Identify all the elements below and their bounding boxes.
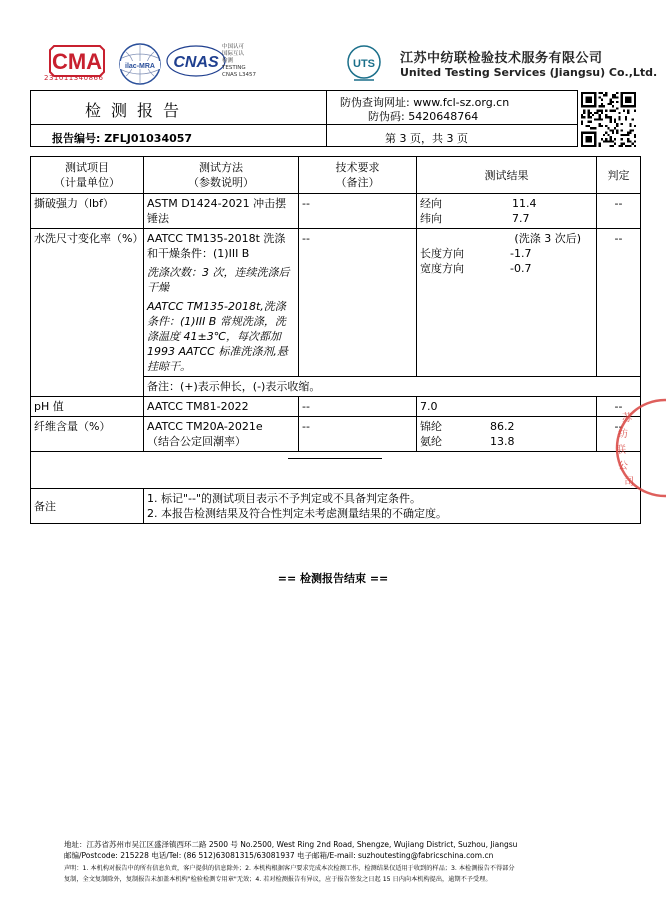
svg-text:ilac-MRA: ilac-MRA xyxy=(125,63,155,70)
table-row xyxy=(31,229,641,377)
svg-text:UTS: UTS xyxy=(353,58,375,70)
cnas-logo xyxy=(166,44,228,78)
table-row xyxy=(31,417,641,452)
report-end-marker: == 检测报告结束 == xyxy=(277,572,389,585)
cell-requirement: -- xyxy=(299,194,417,229)
cell-method: ASTM D1424-2021 冲击摆锤法 xyxy=(144,194,299,229)
notes-label: 备注 xyxy=(31,489,144,524)
notes-cell xyxy=(144,489,641,524)
footer-address: 地址：江苏省苏州市吴江区盛泽镇西环二路 2500 号 No.2500, West Ring 2nd Road, Shengze, Wujiang District, Suzhou, Jiangsu xyxy=(64,840,518,849)
cell-item: pH 值 xyxy=(31,397,144,417)
notes-row xyxy=(31,489,641,524)
header-judgement: 判定 xyxy=(597,157,641,194)
header-requirement: 技术要求 （备注） xyxy=(299,157,417,194)
table-row-blank xyxy=(31,452,641,489)
cell-method: AATCC TM20A-2021e （结合公定回潮率） xyxy=(144,417,299,452)
cell-method: AATCC TM135-2018t 洗涤和干燥条件：(1)III B 洗涤次数：3 次，连续洗涤后干燥 AATCC TM135-2018t,洗涤条件：(1)III B 常规洗涤，洗涤温度 41±3℃，每次都加 1993 AATCC 标准洗涤剂,悬挂晾干。 xyxy=(144,229,299,377)
cell-item: 水洗尺寸变化率（%） xyxy=(31,229,144,397)
anti-fake-code-line xyxy=(340,108,478,124)
report-title: 检测报告 xyxy=(85,101,190,120)
svg-text:CNAS: CNAS xyxy=(173,54,219,71)
cell-judgement: -- xyxy=(597,397,641,417)
cnas-line: 检测 xyxy=(222,58,234,64)
header-method: 测试方法 （参数说明） xyxy=(144,157,299,194)
cnas-line: CNAS L3457 xyxy=(222,72,257,78)
company-name-cn: 江苏中纺联检验技术服务有限公司 xyxy=(400,51,603,66)
header-result: 测试结果 xyxy=(417,157,597,194)
cell-result: 锦纶 86.2 氨纶 13.8 xyxy=(417,417,597,452)
cnas-line: 中国认可 xyxy=(222,44,245,50)
cell-result: 经向 11.4 纬向 7.7 xyxy=(417,194,597,229)
code-value: 5420648764 xyxy=(408,110,479,123)
uts-logo xyxy=(346,44,382,84)
remark-cell: 备注：(+)表示伸长，(-)表示收缩。 xyxy=(144,377,641,397)
query-label: 防伪查询网址: xyxy=(340,96,410,109)
results-table xyxy=(30,156,641,524)
cnas-caption xyxy=(222,44,256,79)
cell-result: 7.0 xyxy=(417,397,597,417)
code-label: 防伪码: xyxy=(368,110,405,123)
footer-statement-1: 声明：1. 本机构对报告中的所有信息负责，客户提供的信息除外；2. 本机构根据客户要求完成本次检测工作，检测结果仅适用于收到的样品；3. 本检测报告不得部分 xyxy=(64,865,515,872)
query-url: www.fcl-sz.org.cn xyxy=(413,96,510,109)
table-row xyxy=(31,194,641,229)
footer-contact: 邮编/Postcode: 215228 电话/Tel: (86 512)63081315/63081937 电子邮箱/E-mail: suzhoutesting@fabricschina.com.cn xyxy=(64,851,494,860)
svg-text:CMA: CMA xyxy=(51,49,103,74)
table-header-row xyxy=(31,157,641,194)
page-info: 第 3 页，共 3 页 xyxy=(385,132,468,145)
cell-result: (洗涤 3 次后) 长度方向 -1.7 宽度方向 -0.7 xyxy=(417,229,597,377)
qr-code xyxy=(581,92,636,147)
cell-requirement: -- xyxy=(299,397,417,417)
cell-requirement: -- xyxy=(299,417,417,452)
cell-item: 撕破强力（lbf） xyxy=(31,194,144,229)
cnas-line: TESTING xyxy=(222,65,246,71)
report-number-value: ZFLJ01034057 xyxy=(104,132,193,145)
cell-judgement: -- xyxy=(597,194,641,229)
table-row xyxy=(31,397,641,417)
cnas-line: 国际互认 xyxy=(222,51,245,57)
svg-text:苏纺联公司: 苏纺联公司 xyxy=(616,413,634,488)
cma-number: 231011340866 xyxy=(44,74,104,82)
ilac-mra-logo xyxy=(118,42,162,86)
note-item: 1. 标记"--"的测试项目表示不予判定或不具备判定条件。 xyxy=(147,492,422,505)
header-item: 测试项目 （计量单位） xyxy=(31,157,144,194)
company-seal-stamp xyxy=(610,393,666,503)
cell-method: AATCC TM81-2022 xyxy=(144,397,299,417)
footer-statement-2: 复制，全文复制除外，复制报告未加盖本机构"检验检测专用章"无效；4. 若对检测报告有异议，应于报告签发之日起 15 日内向本机构提出，逾期不予受理。 xyxy=(64,876,492,883)
note-item: 2. 本报告检测结果及符合性判定未考虑测量结果的不确定度。 xyxy=(147,507,447,520)
report-number-label: 报告编号: xyxy=(52,132,101,145)
company-name-en: United Testing Services (Jiangsu) Co.,Ltd. xyxy=(400,66,658,79)
cell-requirement: -- xyxy=(299,229,417,377)
cell-judgement: -- xyxy=(597,417,641,452)
report-number xyxy=(52,130,192,146)
cell-item: 纤维含量（%） xyxy=(31,417,144,452)
cell-judgement: -- xyxy=(597,229,641,377)
